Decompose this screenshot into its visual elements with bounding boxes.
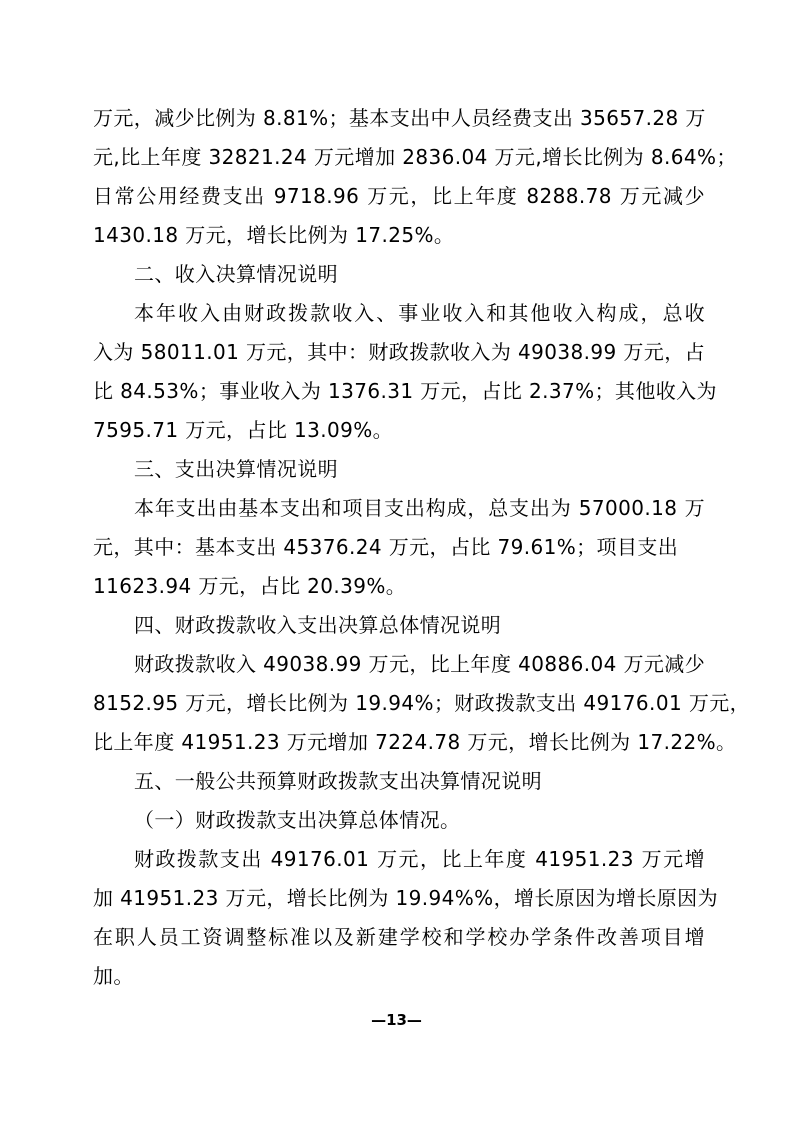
page-number: —13— bbox=[371, 1011, 422, 1029]
body-line-17: 比上年度 41951.23 万元增加 7224.78 万元，增长比例为 17.22%。 bbox=[93, 730, 737, 754]
body-line-6: 本年收入由财政拨款收入、事业收入和其他收入构成，总收 bbox=[134, 301, 705, 325]
body-line-2: 元,比上年度 32821.24 万元增加 2836.04 万元,增长比例为 8.64%； bbox=[93, 145, 737, 169]
body-line-7: 入为 58011.01 万元，其中：财政拨款收入为 49038.99 万元，占 bbox=[93, 340, 705, 364]
body-line-16: 8152.95 万元，增长比例为 19.94%；财政拨款支出 49176.01 万元， bbox=[93, 691, 751, 715]
body-line-9: 7595.71 万元，占比 13.09%。 bbox=[93, 418, 394, 442]
section-heading-4: 四、财政拨款收入支出决算总体情况说明 bbox=[134, 613, 502, 637]
subsection-heading-1: （一）财政拨款支出决算总体情况。 bbox=[134, 808, 461, 832]
body-line-1: 万元，减少比例为 8.81%；基本支出中人员经费支出 35657.28 万 bbox=[93, 106, 706, 130]
body-line-22: 在职人员工资调整标准以及新建学校和学校办学条件改善项目增 bbox=[93, 925, 705, 949]
body-line-21: 加 41951.23 万元，增长比例为 19.94%%，增长原因为增长原因为 bbox=[93, 886, 718, 910]
section-heading-3: 三、支出决算情况说明 bbox=[134, 457, 338, 481]
body-line-23: 加。 bbox=[93, 964, 134, 988]
section-heading-2: 二、收入决算情况说明 bbox=[134, 262, 338, 286]
section-heading-5: 五、一般公共预算财政拨款支出决算情况说明 bbox=[134, 769, 542, 793]
body-line-8: 比 84.53%；事业收入为 1376.31 万元，占比 2.37%；其他收入为 bbox=[93, 379, 717, 403]
body-line-11: 本年支出由基本支出和项目支出构成，总支出为 57000.18 万 bbox=[134, 496, 705, 520]
body-line-4: 1430.18 万元，增长比例为 17.25%。 bbox=[93, 223, 455, 247]
body-line-3: 日常公用经费支出 9718.96 万元，比上年度 8288.78 万元减少 bbox=[93, 184, 705, 208]
body-line-20: 财政拨款支出 49176.01 万元，比上年度 41951.23 万元增 bbox=[134, 847, 705, 871]
body-line-15: 财政拨款收入 49038.99 万元，比上年度 40886.04 万元减少 bbox=[134, 652, 706, 676]
body-line-12: 元，其中：基本支出 45376.24 万元，占比 79.61%；项目支出 bbox=[93, 535, 679, 559]
body-line-13: 11623.94 万元，占比 20.39%。 bbox=[93, 574, 407, 598]
